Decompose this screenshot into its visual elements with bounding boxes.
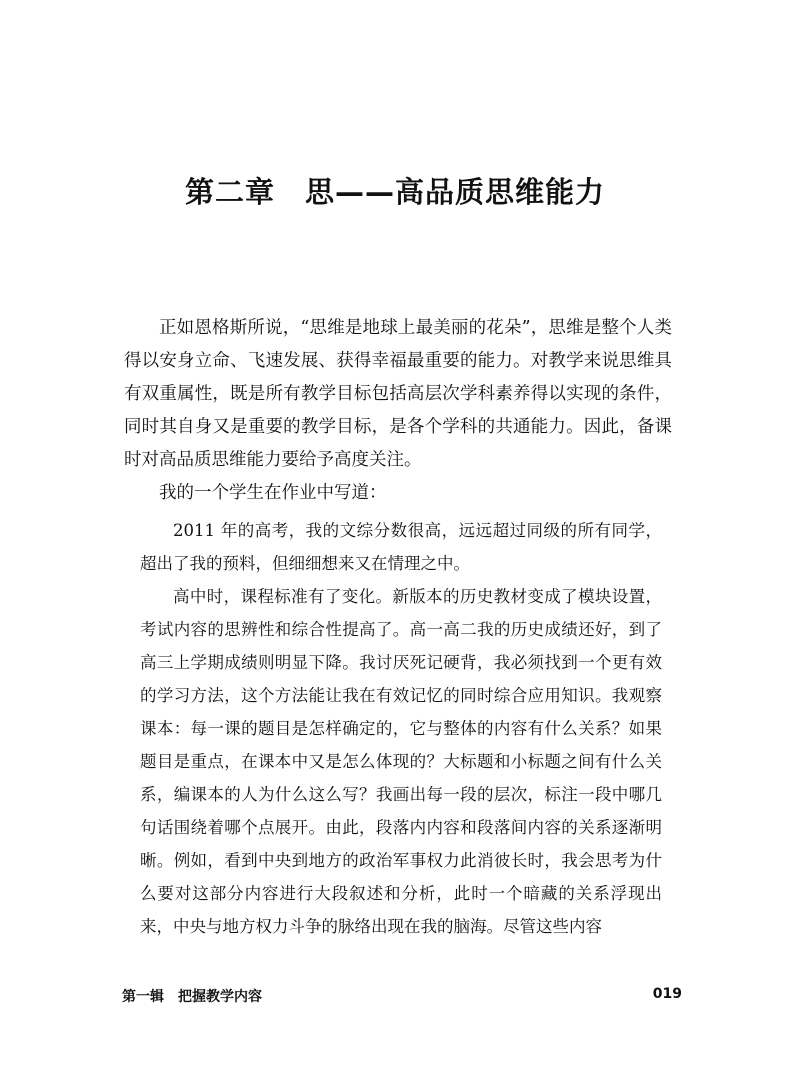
paragraph: 正如恩格斯所说，“思维是地球上最美丽的花朵”，思维是整个人类得以安身立命、飞速发展、获得幸福最重要的能力。对教学来说思维具有双重属性，既是所有教学目标包括高层次学科素养得以实现的条件，同时其自身又是重要的教学目标，是各个学科的共通能力。因此，备课时对高品质思维能力要给予高度关注。 (124, 318, 672, 470)
student-quote (124, 514, 662, 943)
body-text (124, 312, 672, 943)
paragraph: 我的一个学生在作业中写道： (159, 483, 387, 503)
quote-paragraph: 2011 年的高考，我的文综分数很高，远远超过同级的所有同学，超出了我的预料，但细细想来又在情理之中。 (140, 521, 662, 573)
chapter-title: 第二章 思——高品质思维能力 (184, 175, 605, 209)
quote-paragraph: 高中时，课程标准有了变化。新版本的历史教材变成了模块设置，考试内容的思辨性和综合性提高了。高一高二我的历史成绩还好，到了高三上学期成绩则明显下降。我讨厌死记硬背，我必须找到一个更有效的学习方法，这个方法能让我在有效记忆的同时综合应用知识。我观察课本：每一课的题目是怎样确定的，它与整体的内容有什么关系？如果题目是重点，在课本中又是怎么体现的？大标题和小标题之间有什么关系，编课本的人为什么这么写？我画出每一段的层次，标注一段中哪几句话围绕着哪个点展开。由此，段落内内容和段落间内容的关系逐渐明晰。例如，看到中央到地方的政治军事权力此消彼长时，我会思考为什么要对这部分内容进行大段叙述和分析，此时一个暗藏的关系浮现出来，中央与地方权力斗争的脉络出现在我的脑海。尽管这些内容 (140, 587, 662, 936)
footer-section-title: 第一辑 把握教学内容 (122, 989, 262, 1005)
page-number: 019 (652, 986, 682, 1002)
